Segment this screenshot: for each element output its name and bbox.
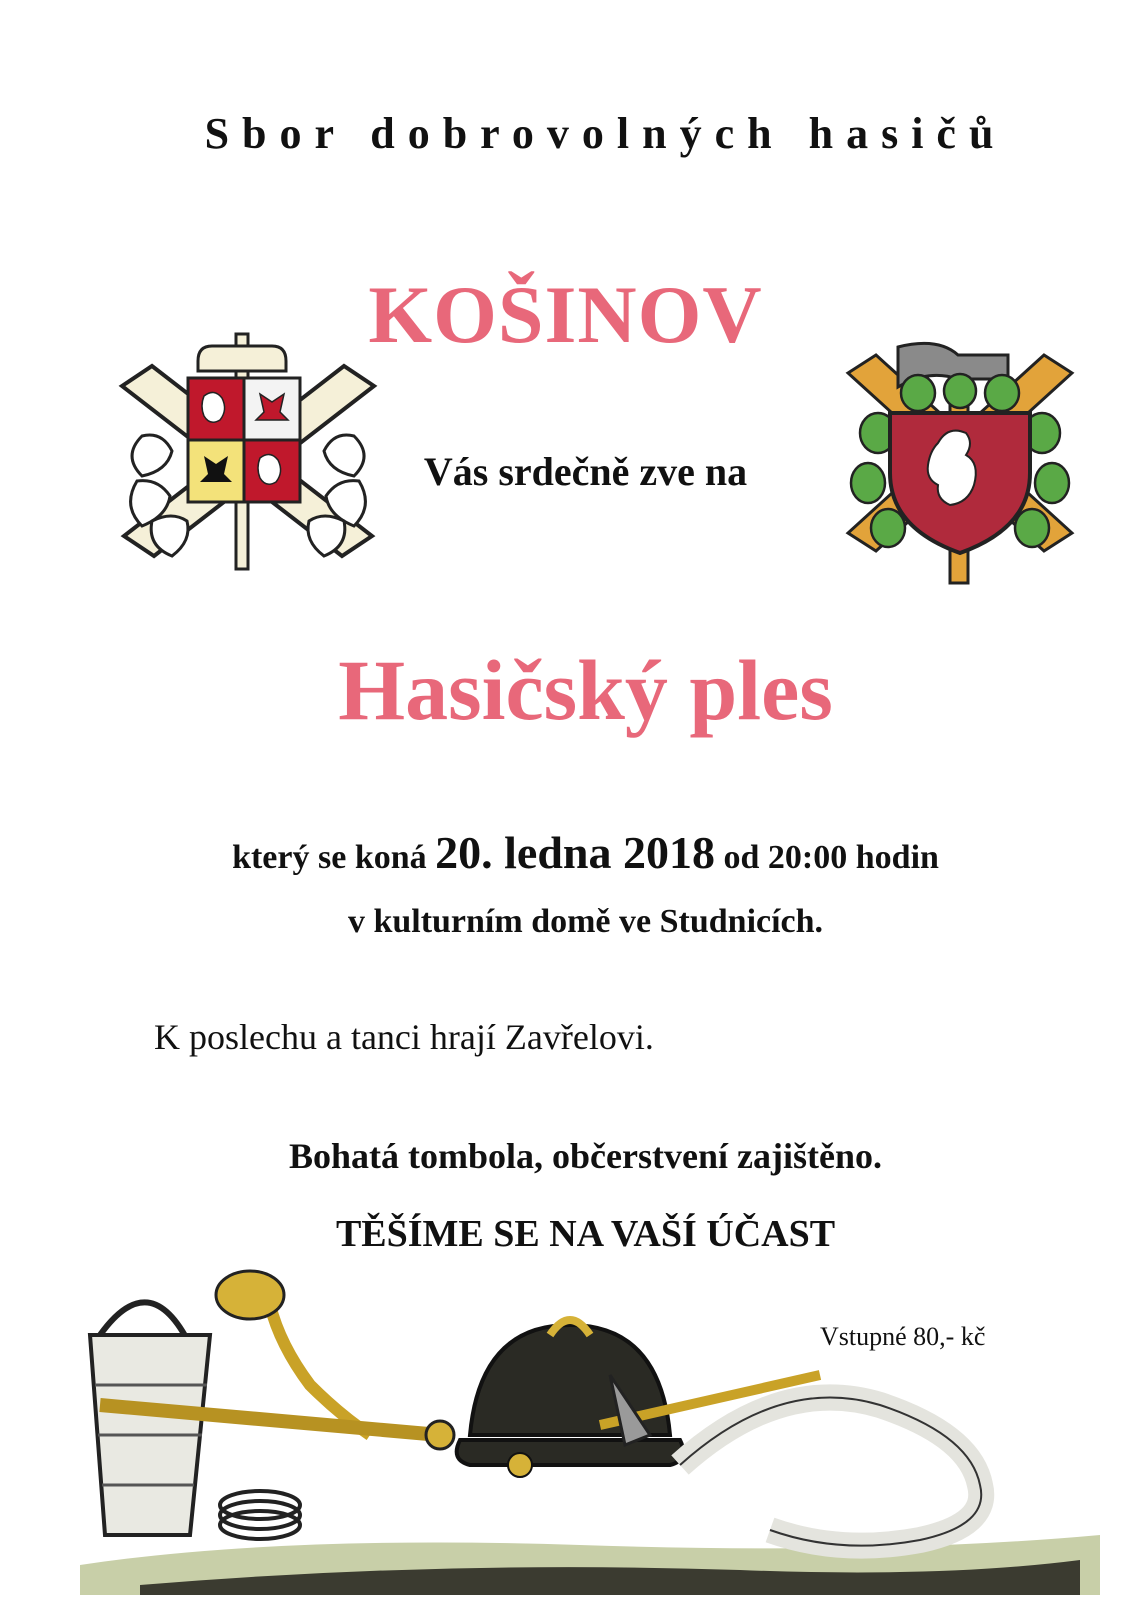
event-date-time <box>20 826 1131 879</box>
event-venue: v kulturním domě ve Studnicích. <box>347 903 824 940</box>
raffle-info: Bohatá tombola, občerstvení zajištěno. <box>289 1136 882 1176</box>
organization-name: Sbor dobrovolných hasičů <box>204 109 1007 158</box>
fire-brigade-lion-emblem-icon <box>838 333 1082 597</box>
music-info: K poslechu a tanci hrají Zavřelovi. <box>154 1017 654 1057</box>
event-date: 20. ledna 2018 <box>435 827 716 878</box>
closing-message: TĚŠÍME SE NA VAŠÍ ÚČAST <box>335 1213 836 1255</box>
date-prefix: který se koná <box>232 839 427 876</box>
invitation-intro: Vás srdečně zve na <box>423 449 748 494</box>
event-time: od 20:00 hodin <box>723 839 939 876</box>
event-title: Hasičský ples <box>338 642 833 738</box>
firefighting-equipment-illustration <box>80 1265 1100 1595</box>
admission-fee: Vstupné 80,- kč <box>820 1322 986 1351</box>
village-title: KOŠINOV <box>368 269 763 360</box>
